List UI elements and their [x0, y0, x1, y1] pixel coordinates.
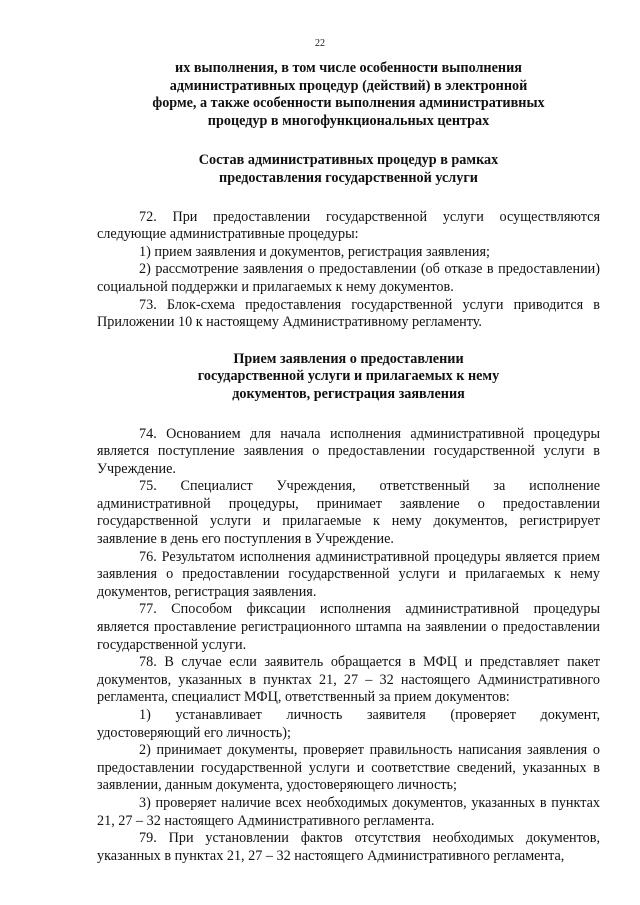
- paragraph-73: 73. Блок-схема предоставления государственной услуги приводится в Приложении 10 к настоящему Административному регламенту.: [97, 296, 600, 331]
- section-heading-composition: [97, 152, 600, 187]
- heading-line: форме, а также особенности выполнения административных: [152, 95, 545, 112]
- paragraph-76: 76. Результатом исполнения административной процедуры является прием заявления о предоставлении государственной услуги и прилагаемых к нему документов, регистрация заявления.: [97, 548, 600, 600]
- paragraph-78: 78. В случае если заявитель обращается в МФЦ и представляет пакет документов, указанных в пунктах 21, 27 – 32 настоящего Административного регламента, специалист МФЦ, ответственный за прием документов:: [97, 654, 600, 706]
- page-content: [97, 60, 600, 865]
- heading-line: административных процедур (действий) в электронной: [169, 77, 528, 94]
- paragraph-72: 72. При предоставлении государственной услуги осуществляются следующие административные процедуры:: [97, 208, 600, 243]
- heading-line: процедур в многофункциональных центрах: [207, 112, 490, 129]
- list-item: 2) принимает документы, проверяет правильность написания заявления о предоставлении государственной услуги и соответствие сведений, указанных в заявлении, данным документа, удостоверяющего личность;: [97, 742, 600, 794]
- list-item: 1) устанавливает личность заявителя (проверяет документ, удостоверяющий его личность);: [97, 707, 600, 741]
- heading-line: государственной услуги и прилагаемых к нему: [197, 368, 500, 385]
- page-number: 22: [315, 38, 325, 49]
- section-heading-reception: [97, 351, 600, 404]
- paragraph-79: 79. При установлении фактов отсутствия необходимых документов, указанных в пунктах 21, 27 – 32 настоящего Административного регламента,: [97, 830, 600, 864]
- list-item: 3) проверяет наличие всех необходимых документов, указанных в пунктах 21, 27 – 32 настоящего Административного регламента.: [97, 794, 600, 829]
- heading-line: их выполнения, в том числе особенности выполнения: [175, 60, 522, 76]
- paragraph-77: 77. Способом фиксации исполнения административной процедуры является проставление регистрационного штампа на заявлении о предоставлении государственной услуги.: [97, 601, 600, 653]
- heading-line: документов, регистрация заявления: [232, 385, 465, 402]
- section-heading-top: [97, 60, 600, 130]
- heading-line: Состав административных процедур в рамках: [198, 152, 499, 169]
- paragraph-75: 75. Специалист Учреждения, ответственный за исполнение административной процедуры, принимает заявление о предоставлении государственной услуги и прилагаемые к нему документов, регистрирует заявление в день его поступления в Учреждение.: [97, 478, 600, 548]
- paragraph-74: 74. Основанием для начала исполнения административной процедуры является поступление заявления о предоставлении государственной услуги в Учреждение.: [97, 425, 600, 477]
- heading-line: предоставления государственной услуги: [219, 169, 478, 186]
- list-item: 1) прием заявления и документов, регистрация заявления;: [139, 243, 490, 260]
- list-item: 2) рассмотрение заявления о предоставлении (об отказе в предоставлении) социальной поддержки и прилагаемых к нему документов.: [97, 261, 600, 295]
- heading-line: Прием заявления о предоставлении: [233, 350, 464, 367]
